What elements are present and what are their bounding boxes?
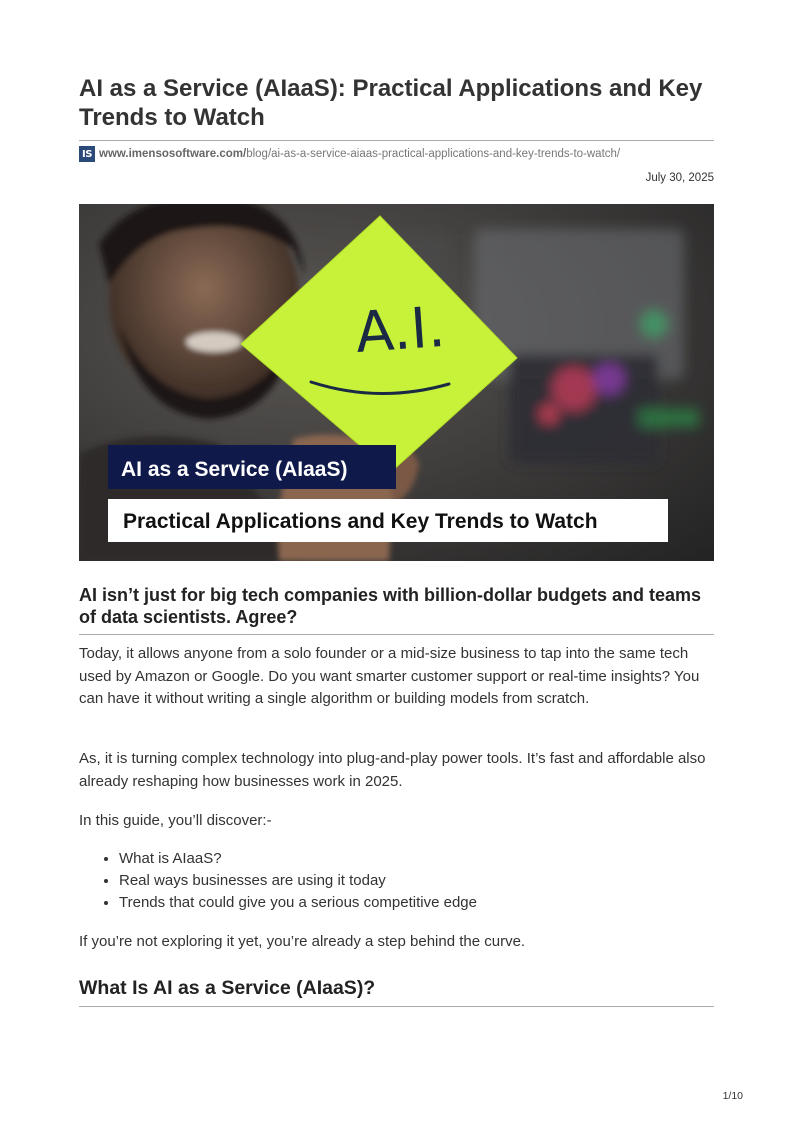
source-domain[interactable]: www.imensosoftware.com/ xyxy=(99,148,247,160)
source-line xyxy=(79,146,620,162)
paragraph-1: Today, it allows anyone from a solo founder or a mid-size business to tap into the same tech used by Amazon or Google. Do you want smarter customer support or real-time insights? You can have it without writing a single algorithm or building models from scratch. xyxy=(79,645,700,707)
paragraph-3: In this guide, you’ll discover:- xyxy=(79,812,272,829)
page-number: 1/10 xyxy=(722,1090,743,1102)
section-heading: What Is AI as a Service (AIaaS)? xyxy=(79,977,376,999)
paragraph-2: As, it is turning complex technology into plug-and-play power tools. It’s fast and affordable also already reshaping how businesses work in 2025. xyxy=(79,750,706,790)
source-path[interactable]: blog/ai-as-a-service-aiaas-practical-applications-and-key-trends-to-watch/ xyxy=(246,148,621,160)
intro-divider xyxy=(79,634,714,635)
discover-list xyxy=(79,848,719,914)
list-item: • Trends that could give you a serious competitive edge xyxy=(119,892,719,914)
list-item: • Real ways businesses are using it today xyxy=(119,870,719,892)
paragraph-4: If you’re not exploring it yet, you’re already a step behind the curve. xyxy=(79,933,526,950)
note-text: A.I. xyxy=(353,294,448,366)
article-title: AI as a Service (AIaaS): Practical Applications and Key Trends to Watch xyxy=(79,75,703,131)
section-divider xyxy=(79,1006,714,1007)
hero-banner-top: AI as a Service (AIaaS) xyxy=(121,458,348,481)
title-divider xyxy=(79,140,714,141)
intro-heading: AI isn’t just for big tech companies with billion-dollar budgets and teams of data scientists. Agree? xyxy=(79,585,702,627)
hero-image xyxy=(79,204,714,561)
site-logo-icon: IS xyxy=(79,146,95,162)
publish-date: July 30, 2025 xyxy=(645,172,714,184)
hero-banner-bottom: Practical Applications and Key Trends to Watch xyxy=(123,510,598,533)
list-item: • What is AIaaS? xyxy=(119,848,719,870)
